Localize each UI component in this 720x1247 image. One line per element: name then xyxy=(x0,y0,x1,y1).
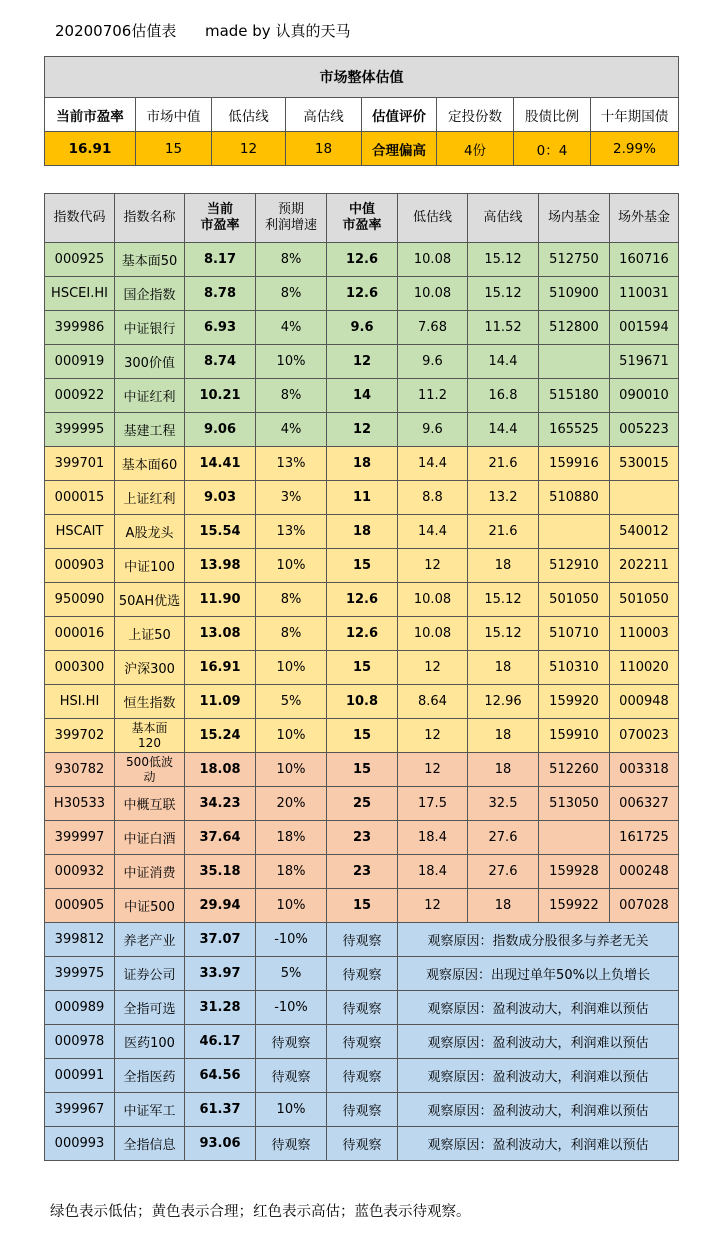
index-current-pe: 61.37 xyxy=(185,1093,256,1127)
index-growth: 13% xyxy=(256,515,327,549)
index-code: 000991 xyxy=(45,1059,115,1093)
index-current-pe: 10.21 xyxy=(185,379,256,413)
market-header-high-line: 高估线 xyxy=(286,98,362,132)
index-median-pe: 待观察 xyxy=(327,1025,398,1059)
index-high-line: 15.12 xyxy=(468,583,539,617)
index-growth: 8% xyxy=(256,243,327,277)
index-growth: 8% xyxy=(256,277,327,311)
index-current-pe: 11.09 xyxy=(185,685,256,719)
index-code: 000300 xyxy=(45,651,115,685)
index-growth: 8% xyxy=(256,379,327,413)
market-evaluation: 合理偏高 xyxy=(362,132,437,166)
index-growth: 5% xyxy=(256,685,327,719)
table-row xyxy=(45,345,679,379)
index-otc: 000948 xyxy=(610,685,679,719)
index-median-pe: 12.6 xyxy=(327,583,398,617)
index-median-pe: 15 xyxy=(327,549,398,583)
index-name: 中概互联 xyxy=(115,787,185,821)
index-etf: 510900 xyxy=(539,277,610,311)
index-low-line: 9.6 xyxy=(398,345,468,379)
date-title: 20200706估值表 xyxy=(55,22,177,40)
index-current-pe: 46.17 xyxy=(185,1025,256,1059)
index-etf: 501050 xyxy=(539,583,610,617)
market-header-treasury-yield: 十年期国债 xyxy=(591,98,679,132)
index-median-pe: 11 xyxy=(327,481,398,515)
index-code: 399995 xyxy=(45,413,115,447)
index-median-pe: 25 xyxy=(327,787,398,821)
index-name: 基建工程 xyxy=(115,413,185,447)
table-row xyxy=(45,277,679,311)
index-median-pe: 14 xyxy=(327,379,398,413)
index-name: 上证50 xyxy=(115,617,185,651)
index-name: 沪深300 xyxy=(115,651,185,685)
index-low-line: 14.4 xyxy=(398,447,468,481)
index-current-pe: 15.24 xyxy=(185,719,256,753)
index-current-pe: 33.97 xyxy=(185,957,256,991)
index-etf: 512260 xyxy=(539,753,610,787)
index-code: 000016 xyxy=(45,617,115,651)
index-high-line: 18 xyxy=(468,719,539,753)
index-otc: 519671 xyxy=(610,345,679,379)
index-high-line: 18 xyxy=(468,651,539,685)
index-etf: 159916 xyxy=(539,447,610,481)
table-row xyxy=(45,243,679,277)
index-etf: 513050 xyxy=(539,787,610,821)
table-row xyxy=(45,787,679,821)
index-name: 国企指数 xyxy=(115,277,185,311)
index-otc: 000248 xyxy=(610,855,679,889)
index-current-pe: 9.03 xyxy=(185,481,256,515)
index-current-pe: 37.07 xyxy=(185,923,256,957)
index-code: 000925 xyxy=(45,243,115,277)
index-name: 养老产业 xyxy=(115,923,185,957)
market-header-evaluation: 估值评价 xyxy=(362,98,437,132)
index-otc: 540012 xyxy=(610,515,679,549)
index-low-line: 8.64 xyxy=(398,685,468,719)
index-current-pe: 13.08 xyxy=(185,617,256,651)
index-median-pe: 9.6 xyxy=(327,311,398,345)
index-high-line: 18 xyxy=(468,753,539,787)
index-code: 000978 xyxy=(45,1025,115,1059)
col-header-etf: 场内基金 xyxy=(539,194,610,243)
market-header-median: 市场中值 xyxy=(136,98,212,132)
index-high-line: 18 xyxy=(468,549,539,583)
table-row xyxy=(45,719,679,753)
index-code: 950090 xyxy=(45,583,115,617)
index-current-pe: 34.23 xyxy=(185,787,256,821)
index-current-pe: 8.74 xyxy=(185,345,256,379)
index-name: 500低波 动 xyxy=(115,753,185,787)
index-growth: -10% xyxy=(256,991,327,1025)
index-code: 000932 xyxy=(45,855,115,889)
table-row xyxy=(45,413,679,447)
index-code: 399702 xyxy=(45,719,115,753)
index-table-body xyxy=(45,243,679,1161)
index-current-pe: 37.64 xyxy=(185,821,256,855)
index-growth: 8% xyxy=(256,617,327,651)
index-low-line: 12 xyxy=(398,719,468,753)
index-growth: 10% xyxy=(256,719,327,753)
index-high-line: 27.6 xyxy=(468,855,539,889)
index-name: 基本面50 xyxy=(115,243,185,277)
index-growth: 5% xyxy=(256,957,327,991)
market-header-low-line: 低估线 xyxy=(212,98,286,132)
index-low-line: 17.5 xyxy=(398,787,468,821)
index-name: 300价值 xyxy=(115,345,185,379)
index-etf xyxy=(539,345,610,379)
index-high-line: 18 xyxy=(468,889,539,923)
observation-reason: 观察原因：指数成分股很多与养老无关 xyxy=(398,923,679,957)
index-low-line: 12 xyxy=(398,889,468,923)
index-code: HSI.HI xyxy=(45,685,115,719)
market-valuation-table xyxy=(44,56,679,166)
index-low-line: 10.08 xyxy=(398,243,468,277)
index-code: 000903 xyxy=(45,549,115,583)
table-row xyxy=(45,1025,679,1059)
observation-reason: 观察原因：盈利波动大，利润难以预估 xyxy=(398,1127,679,1161)
index-median-pe: 12.6 xyxy=(327,243,398,277)
index-otc: 110020 xyxy=(610,651,679,685)
index-current-pe: 6.93 xyxy=(185,311,256,345)
table-row xyxy=(45,855,679,889)
index-etf: 159928 xyxy=(539,855,610,889)
index-current-pe: 8.17 xyxy=(185,243,256,277)
index-code: 000015 xyxy=(45,481,115,515)
table-row xyxy=(45,685,679,719)
index-high-line: 12.96 xyxy=(468,685,539,719)
index-low-line: 14.4 xyxy=(398,515,468,549)
index-name: 50AH优选 xyxy=(115,583,185,617)
index-name: 中证银行 xyxy=(115,311,185,345)
index-high-line: 27.6 xyxy=(468,821,539,855)
index-otc: 202211 xyxy=(610,549,679,583)
index-code: 399997 xyxy=(45,821,115,855)
index-low-line: 10.08 xyxy=(398,277,468,311)
index-name: 中证军工 xyxy=(115,1093,185,1127)
index-growth: 10% xyxy=(256,889,327,923)
market-current-pe: 16.91 xyxy=(45,132,136,166)
index-growth: -10% xyxy=(256,923,327,957)
index-growth: 18% xyxy=(256,821,327,855)
index-name: 中证100 xyxy=(115,549,185,583)
index-high-line: 15.12 xyxy=(468,243,539,277)
index-low-line: 9.6 xyxy=(398,413,468,447)
index-low-line: 8.8 xyxy=(398,481,468,515)
index-high-line: 21.6 xyxy=(468,515,539,549)
index-current-pe: 15.54 xyxy=(185,515,256,549)
index-high-line: 13.2 xyxy=(468,481,539,515)
index-median-pe: 18 xyxy=(327,515,398,549)
color-legend-note: 绿色表示低估；黄色表示合理；红色表示高估；蓝色表示待观察。 xyxy=(50,1204,471,1220)
index-code: 000905 xyxy=(45,889,115,923)
index-median-pe: 23 xyxy=(327,821,398,855)
index-code: 399986 xyxy=(45,311,115,345)
index-code: 399967 xyxy=(45,1093,115,1127)
index-high-line: 15.12 xyxy=(468,617,539,651)
index-code: HSCAIT xyxy=(45,515,115,549)
table-row xyxy=(45,651,679,685)
index-current-pe: 14.41 xyxy=(185,447,256,481)
market-treasury-yield: 2.99% xyxy=(591,132,679,166)
col-header-code: 指数代码 xyxy=(45,194,115,243)
market-stock-bond-ratio: 0：4 xyxy=(514,132,591,166)
index-median-pe: 15 xyxy=(327,889,398,923)
index-low-line: 12 xyxy=(398,549,468,583)
index-code: 399975 xyxy=(45,957,115,991)
table-row xyxy=(45,957,679,991)
index-otc: 110003 xyxy=(610,617,679,651)
market-header-current-pe: 当前市盈率 xyxy=(45,98,136,132)
index-median-pe: 12 xyxy=(327,413,398,447)
table-row xyxy=(45,753,679,787)
index-name: 上证红利 xyxy=(115,481,185,515)
index-median-pe: 15 xyxy=(327,719,398,753)
index-name: 中证红利 xyxy=(115,379,185,413)
index-name: 证券公司 xyxy=(115,957,185,991)
col-header-current-pe: 当前 市盈率 xyxy=(185,194,256,243)
index-high-line: 32.5 xyxy=(468,787,539,821)
index-current-pe: 9.06 xyxy=(185,413,256,447)
index-low-line: 10.08 xyxy=(398,583,468,617)
index-otc: 001594 xyxy=(610,311,679,345)
index-valuation-table xyxy=(44,193,679,1161)
table-row xyxy=(45,1127,679,1161)
index-median-pe: 12.6 xyxy=(327,277,398,311)
index-high-line: 21.6 xyxy=(468,447,539,481)
index-growth: 8% xyxy=(256,583,327,617)
index-name: 全指可选 xyxy=(115,991,185,1025)
index-low-line: 12 xyxy=(398,753,468,787)
col-header-otc: 场外基金 xyxy=(610,194,679,243)
index-median-pe: 待观察 xyxy=(327,991,398,1025)
index-code: 000989 xyxy=(45,991,115,1025)
observation-reason: 观察原因：盈利波动大，利润难以预估 xyxy=(398,1093,679,1127)
index-name: A股龙头 xyxy=(115,515,185,549)
index-etf: 510710 xyxy=(539,617,610,651)
index-code: H30533 xyxy=(45,787,115,821)
index-growth: 10% xyxy=(256,753,327,787)
table-row xyxy=(45,549,679,583)
index-low-line: 18.4 xyxy=(398,855,468,889)
index-current-pe: 16.91 xyxy=(185,651,256,685)
index-name: 全指医药 xyxy=(115,1059,185,1093)
market-header-invest-units: 定投份数 xyxy=(437,98,514,132)
index-growth: 待观察 xyxy=(256,1025,327,1059)
index-code: 399812 xyxy=(45,923,115,957)
index-median-pe: 15 xyxy=(327,753,398,787)
table-row xyxy=(45,379,679,413)
index-name: 基本面 120 xyxy=(115,719,185,753)
index-growth: 4% xyxy=(256,311,327,345)
index-growth: 10% xyxy=(256,549,327,583)
observation-reason: 观察原因：盈利波动大，利润难以预估 xyxy=(398,991,679,1025)
col-header-name: 指数名称 xyxy=(115,194,185,243)
index-median-pe: 12 xyxy=(327,345,398,379)
market-high-line: 18 xyxy=(286,132,362,166)
index-current-pe: 18.08 xyxy=(185,753,256,787)
index-otc: 006327 xyxy=(610,787,679,821)
index-etf xyxy=(539,515,610,549)
index-current-pe: 93.06 xyxy=(185,1127,256,1161)
index-etf: 515180 xyxy=(539,379,610,413)
index-name: 基本面60 xyxy=(115,447,185,481)
index-growth: 待观察 xyxy=(256,1127,327,1161)
index-growth: 10% xyxy=(256,345,327,379)
index-etf: 159922 xyxy=(539,889,610,923)
market-table-title: 市场整体估值 xyxy=(45,57,679,98)
index-code: 000922 xyxy=(45,379,115,413)
index-median-pe: 待观察 xyxy=(327,957,398,991)
index-code: HSCEI.HI xyxy=(45,277,115,311)
table-row xyxy=(45,515,679,549)
index-growth: 13% xyxy=(256,447,327,481)
index-growth: 10% xyxy=(256,1093,327,1127)
index-otc: 003318 xyxy=(610,753,679,787)
col-header-median-pe: 中值 市盈率 xyxy=(327,194,398,243)
table-row xyxy=(45,1093,679,1127)
index-high-line: 11.52 xyxy=(468,311,539,345)
table-row xyxy=(45,889,679,923)
market-invest-units: 4份 xyxy=(437,132,514,166)
index-growth: 20% xyxy=(256,787,327,821)
index-median-pe: 待观察 xyxy=(327,1127,398,1161)
index-low-line: 7.68 xyxy=(398,311,468,345)
observation-reason: 观察原因：盈利波动大，利润难以预估 xyxy=(398,1025,679,1059)
index-growth: 18% xyxy=(256,855,327,889)
index-median-pe: 15 xyxy=(327,651,398,685)
index-current-pe: 31.28 xyxy=(185,991,256,1025)
index-etf: 159920 xyxy=(539,685,610,719)
index-growth: 待观察 xyxy=(256,1059,327,1093)
index-growth: 4% xyxy=(256,413,327,447)
index-low-line: 12 xyxy=(398,651,468,685)
index-otc: 161725 xyxy=(610,821,679,855)
index-etf: 159910 xyxy=(539,719,610,753)
index-high-line: 14.4 xyxy=(468,345,539,379)
observation-reason: 观察原因：盈利波动大，利润难以预估 xyxy=(398,1059,679,1093)
index-current-pe: 11.90 xyxy=(185,583,256,617)
table-row xyxy=(45,821,679,855)
index-name: 中证白酒 xyxy=(115,821,185,855)
index-high-line: 15.12 xyxy=(468,277,539,311)
index-median-pe: 18 xyxy=(327,447,398,481)
index-low-line: 10.08 xyxy=(398,617,468,651)
index-code: 399701 xyxy=(45,447,115,481)
index-growth: 3% xyxy=(256,481,327,515)
index-high-line: 14.4 xyxy=(468,413,539,447)
index-etf: 512910 xyxy=(539,549,610,583)
index-low-line: 11.2 xyxy=(398,379,468,413)
index-current-pe: 13.98 xyxy=(185,549,256,583)
index-code: 000993 xyxy=(45,1127,115,1161)
table-row xyxy=(45,447,679,481)
col-header-high-line: 高估线 xyxy=(468,194,539,243)
index-median-pe: 12.6 xyxy=(327,617,398,651)
market-low-line: 12 xyxy=(212,132,286,166)
index-current-pe: 8.78 xyxy=(185,277,256,311)
index-current-pe: 64.56 xyxy=(185,1059,256,1093)
col-header-growth: 预期 利润增速 xyxy=(256,194,327,243)
index-name: 恒生指数 xyxy=(115,685,185,719)
index-high-line: 16.8 xyxy=(468,379,539,413)
index-etf: 512750 xyxy=(539,243,610,277)
index-median-pe: 待观察 xyxy=(327,1059,398,1093)
table-row xyxy=(45,617,679,651)
index-current-pe: 29.94 xyxy=(185,889,256,923)
index-otc: 007028 xyxy=(610,889,679,923)
index-etf: 512800 xyxy=(539,311,610,345)
observation-reason: 观察原因：出现过单年50%以上负增长 xyxy=(398,957,679,991)
index-code: 000919 xyxy=(45,345,115,379)
index-growth: 10% xyxy=(256,651,327,685)
index-otc xyxy=(610,481,679,515)
index-median-pe: 10.8 xyxy=(327,685,398,719)
table-row xyxy=(45,1059,679,1093)
table-row xyxy=(45,923,679,957)
index-otc: 090010 xyxy=(610,379,679,413)
index-current-pe: 35.18 xyxy=(185,855,256,889)
table-row xyxy=(45,991,679,1025)
index-otc: 530015 xyxy=(610,447,679,481)
index-otc: 160716 xyxy=(610,243,679,277)
col-header-low-line: 低估线 xyxy=(398,194,468,243)
index-otc: 110031 xyxy=(610,277,679,311)
index-otc: 501050 xyxy=(610,583,679,617)
market-median: 15 xyxy=(136,132,212,166)
index-name: 中证500 xyxy=(115,889,185,923)
index-otc: 070023 xyxy=(610,719,679,753)
index-median-pe: 待观察 xyxy=(327,923,398,957)
index-otc: 005223 xyxy=(610,413,679,447)
index-etf: 510310 xyxy=(539,651,610,685)
index-code: 930782 xyxy=(45,753,115,787)
index-name: 中证消费 xyxy=(115,855,185,889)
market-header-stock-bond-ratio: 股债比例 xyxy=(514,98,591,132)
index-name: 医药100 xyxy=(115,1025,185,1059)
index-low-line: 18.4 xyxy=(398,821,468,855)
index-median-pe: 待观察 xyxy=(327,1093,398,1127)
index-etf: 510880 xyxy=(539,481,610,515)
table-row xyxy=(45,311,679,345)
author-credit: made by 认真的天马 xyxy=(204,22,351,40)
table-row xyxy=(45,583,679,617)
index-etf: 165525 xyxy=(539,413,610,447)
index-name: 全指信息 xyxy=(115,1127,185,1161)
index-etf xyxy=(539,821,610,855)
table-row xyxy=(45,481,679,515)
index-median-pe: 23 xyxy=(327,855,398,889)
header-line xyxy=(55,20,350,41)
